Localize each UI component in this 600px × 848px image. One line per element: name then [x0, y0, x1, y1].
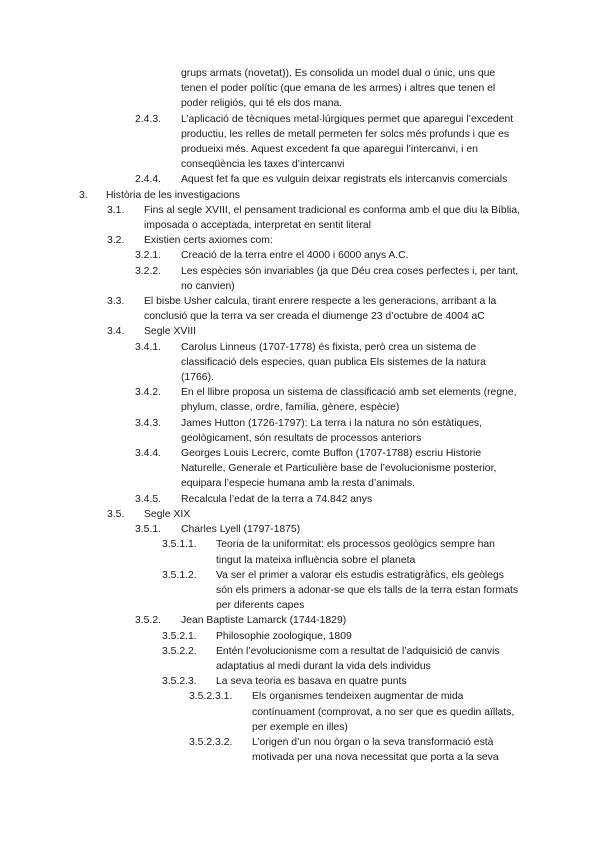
item-text: Entén l’evolucionisme com a resultat de l’adquisició de canvis adaptatius al medi durant la vida dels individus: [216, 645, 500, 672]
item-number: 3.4.5.: [135, 493, 161, 505]
item-number: 3.4.2.: [135, 387, 161, 399]
item-text: Jean Baptiste Lamarck (1744-1829): [181, 615, 347, 627]
item-number: 3.4.1.: [135, 341, 161, 353]
document-page: [0, 66, 600, 765]
list-item: [189, 689, 600, 735]
list-item: [135, 172, 600, 187]
list-item: [135, 492, 600, 507]
item-number: 3.5.2.3.1.: [189, 691, 233, 703]
list-item: [107, 294, 600, 324]
item-text: L’aplicació de tècniques metal·lúrgiques permet que aparegui l’excedent productiu, les relles de metall permeten fer solcs més profunds i que es produeixi més. Aquest excedent fa que aparegui l’intercanvi, i en conseqüència les taxes d’intercanvi: [181, 113, 514, 171]
item-text: Philosophie zoologique, 1809: [216, 630, 352, 642]
item-number: 2.4.3.: [135, 113, 161, 125]
item-number: 3.: [79, 189, 88, 201]
item-number: 3.5.1.2.: [162, 569, 197, 581]
section-heading: [79, 188, 600, 203]
item-text: Les espècies són invariables (ja que Déu crea coses perfectes i, per tant, no canvien): [181, 265, 519, 292]
item-text: Segle XIX: [144, 508, 191, 520]
item-number: 3.2.2.: [135, 265, 161, 277]
item-number: 3.5.2.3.: [162, 676, 197, 688]
item-text: Existien certs axiomes com:: [144, 235, 273, 247]
item-text: L’origen d’un nou òrgan o la seva transformació està motivada per una nova necessitat que porta a la seva: [252, 736, 499, 764]
list-item: [107, 324, 600, 339]
item-text: En el llibre proposa un sistema de classificació amb set elements (regne, phylum, classe, ordre, família, gènere, espècie): [181, 387, 517, 414]
list-item: [135, 416, 600, 446]
list-item: [107, 203, 600, 233]
item-text: Segle XVIII: [144, 326, 196, 338]
continuation-text: grups armats (novetat)). Es consolida un model dual o únic, uns que tenen el poder polític (que emana de les armes) i altres que tenen el poder religiós, qui té els dos mana.: [181, 68, 496, 110]
item-text: Carolus Linneus (1707-1778) és fixista, però crea un sistema de classificació dels especies, quan publica Els sistemes de la natura (1766).: [181, 341, 486, 384]
item-text: Aquest fet fa que es vulguin deixar registrats els intercanvis comercials: [181, 174, 508, 186]
list-item: [135, 446, 600, 492]
item-text: Creació de la terra entre el 4000 i 6000 anys A.C.: [181, 250, 409, 262]
item-number: 3.5.2.2.: [162, 645, 197, 657]
list-item: [162, 568, 600, 614]
item-text: Teoria de la uniformitat: els processos geològics sempre han tingut la mateixa influència sobre el planeta: [216, 539, 495, 566]
list-item: [107, 233, 600, 248]
item-number: 3.4.4.: [135, 448, 161, 460]
item-text: El bisbe Usher calcula, tirant enrere respecte a les generacions, arribant a la conclusió que la terra va ser creada el diumenge 23 d’octubre de 4004 aC: [144, 296, 497, 323]
item-text: Recalcula l’edat de la terra a 74.842 anys: [181, 493, 373, 505]
item-text: James Hutton (1726-1797): La terra i la natura no són estàtiques, geològicament, són resultats de processos anteriors: [181, 417, 482, 444]
item-number: 3.5.2.1.: [162, 630, 197, 642]
item-number: 3.3.: [107, 296, 125, 308]
item-number: 3.5.2.3.2.: [189, 736, 233, 748]
item-text: Fins al segle XVIII, el pensament tradicional es conforma amb el que diu la Bíblia, imposada o acceptada, interpretat en sentit literal: [144, 204, 520, 232]
list-item: [135, 248, 600, 263]
item-text: La seva teoria es basava en quatre punts: [216, 676, 407, 688]
item-number: 3.5.2.: [135, 615, 161, 627]
list-item: [189, 735, 600, 765]
item-number: 3.2.: [107, 235, 125, 247]
item-text: Història de les investigacions: [106, 189, 240, 201]
list-item: [107, 507, 600, 522]
item-text: Charles Lyell (1797-1875): [181, 524, 301, 536]
item-text: Va ser el primer a valorar els estudis estratigràfics, els geòlegs són els primers a adonar-se que els talls de la terra estan formats per diferents capes: [216, 569, 519, 612]
list-item: [162, 537, 600, 567]
item-text: Georges Louis Lecrerc, comte Buffon (1707-1788) escriu Historie Naturelle, Generale et Particulière base de l’evolucionisme posterior, equipara l’especie humana amb la resta d’animals.: [181, 448, 497, 490]
list-item: [135, 613, 600, 628]
list-item: [162, 674, 600, 689]
item-number: 2.4.4.: [135, 174, 161, 186]
item-number: 3.2.1.: [135, 250, 161, 262]
item-number: 3.5.1.: [135, 524, 161, 536]
list-item: [135, 264, 600, 294]
list-item: [162, 629, 600, 644]
item-number: 3.4.3.: [135, 417, 161, 429]
item-number: 3.4.: [107, 326, 125, 338]
list-item: [135, 385, 600, 415]
item-number: 3.1.: [107, 204, 125, 216]
item-number: 3.5.1.1.: [162, 539, 197, 551]
list-item: [135, 522, 600, 537]
list-item: [135, 340, 600, 386]
item-number: 3.5.: [107, 508, 125, 520]
item-text: Els organismes tendeixen augmentar de mida contínuament (comprovat, a no ser que es quedin aïllats, per exemple en illes): [252, 691, 515, 733]
list-item: [162, 644, 600, 674]
list-item: [135, 112, 600, 173]
